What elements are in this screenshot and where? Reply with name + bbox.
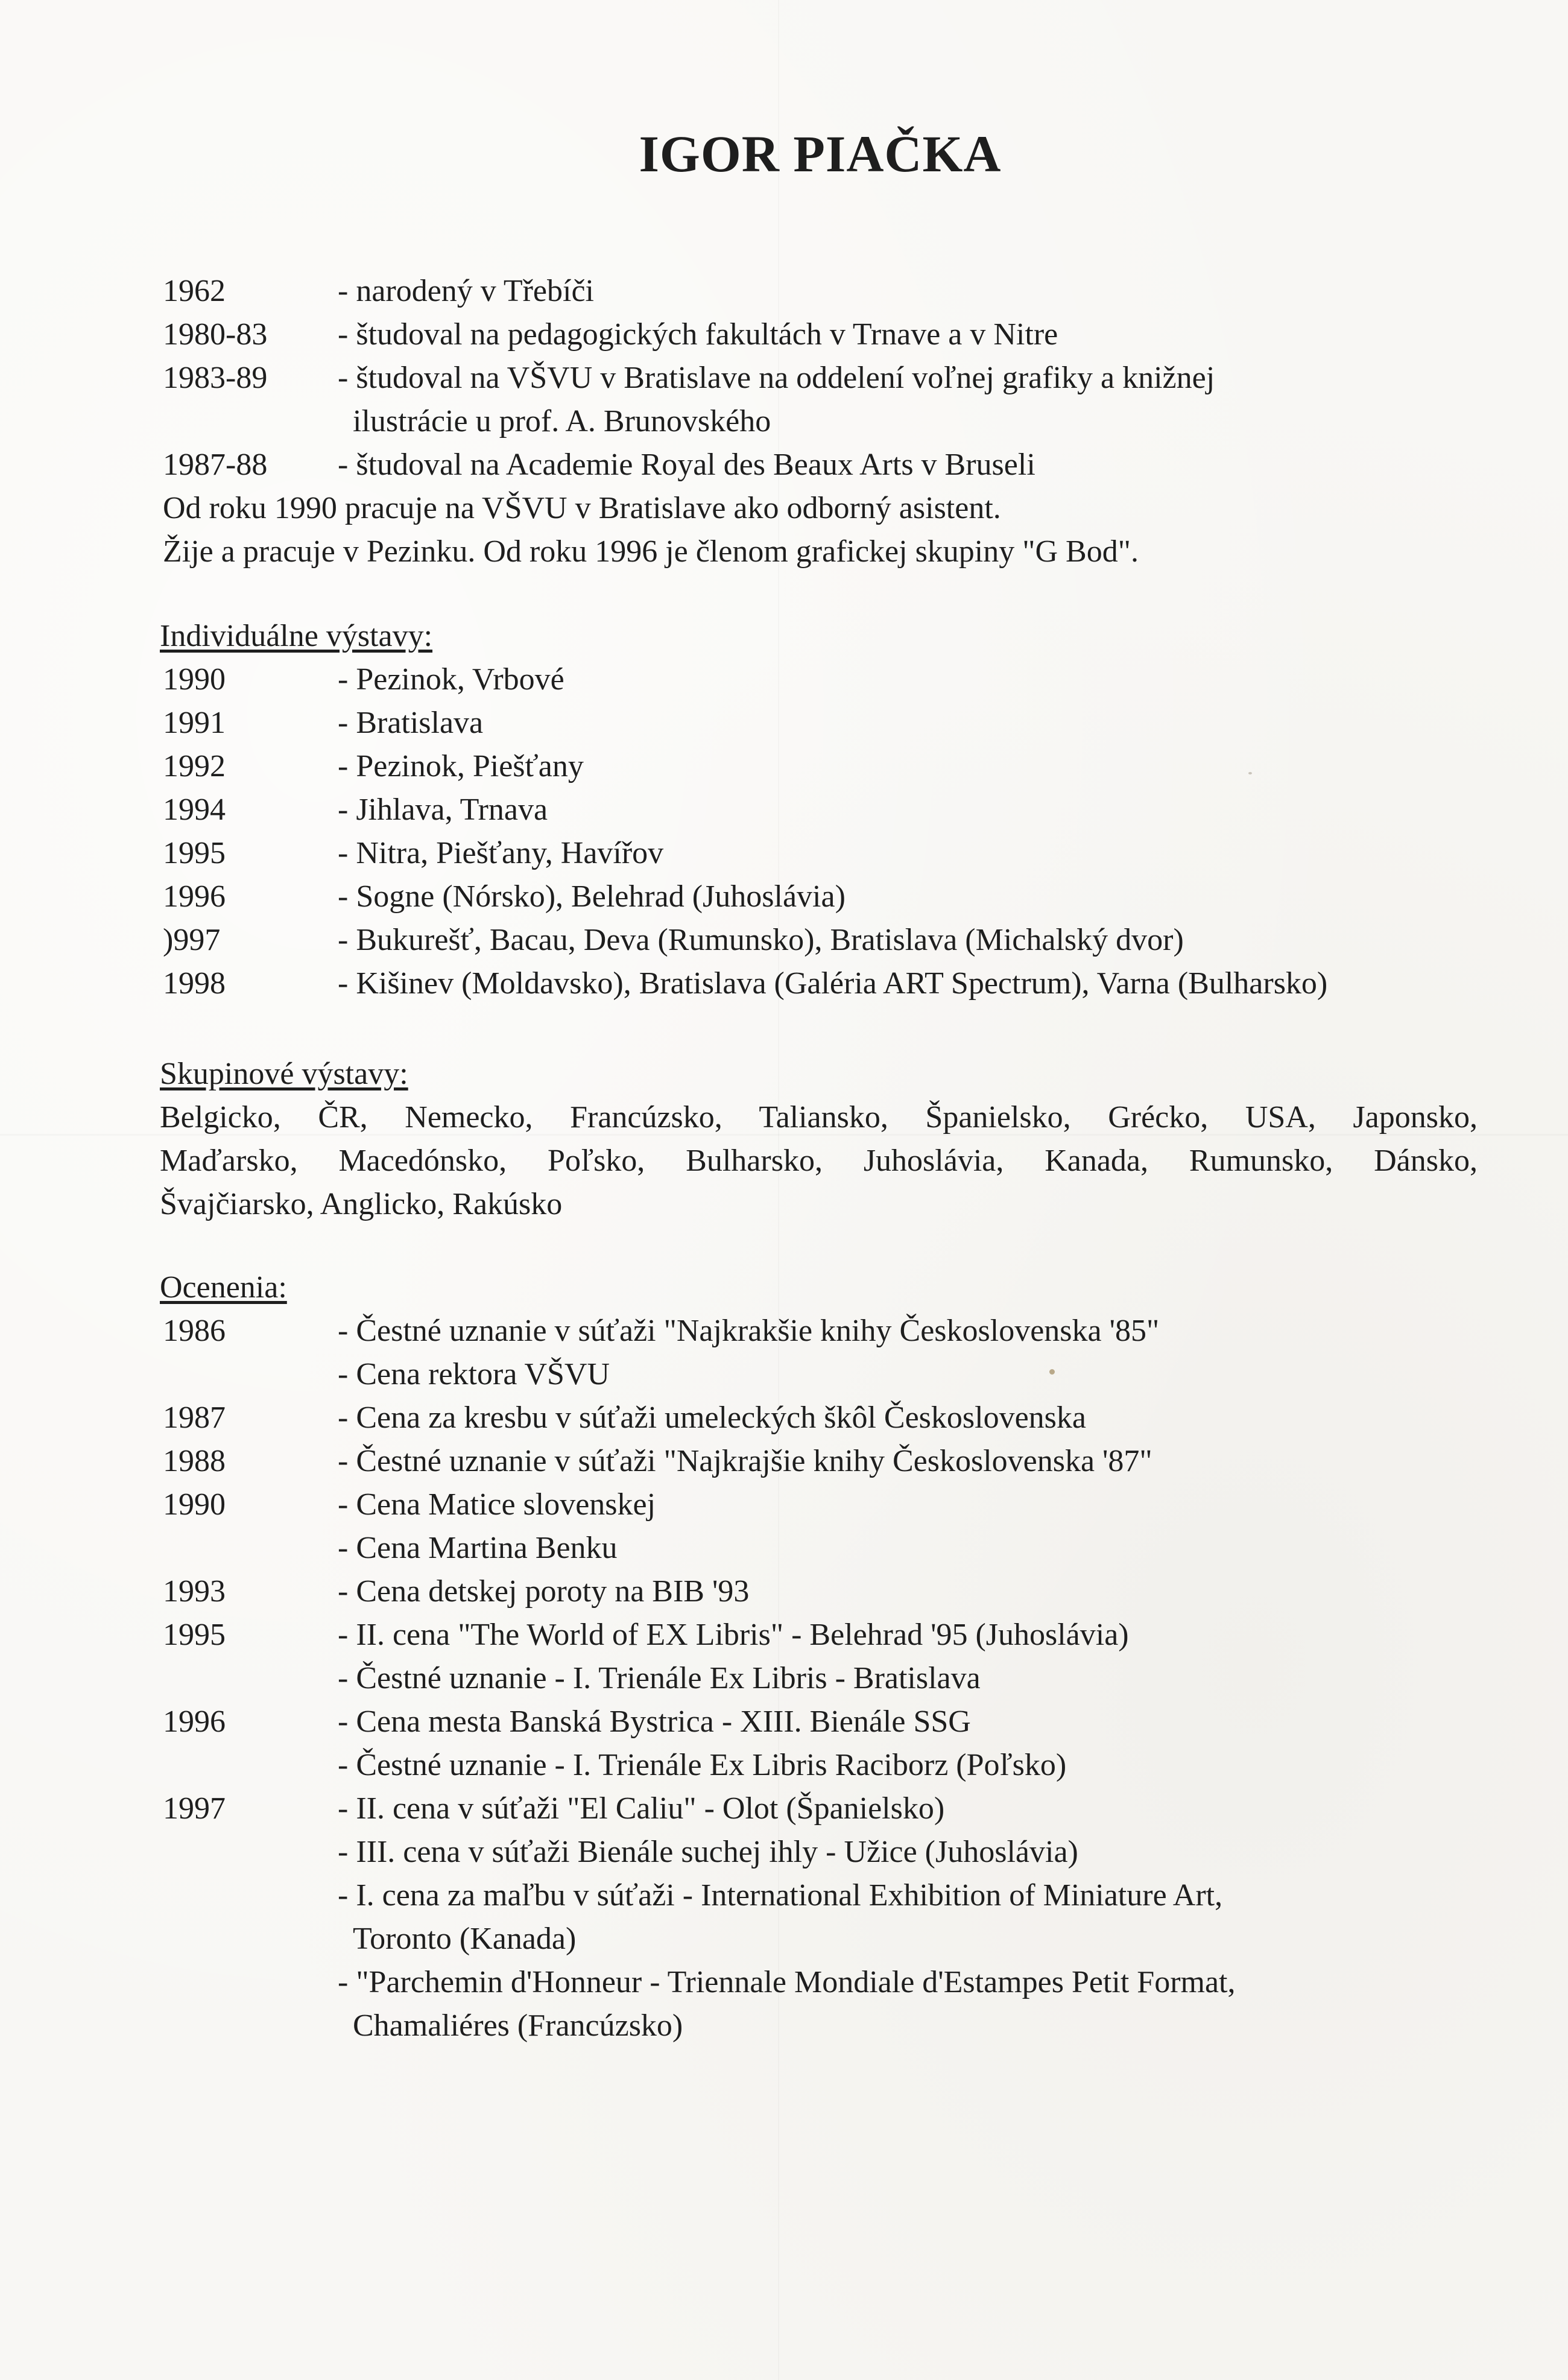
group-exhibitions-heading: Skupinové výstavy: — [160, 1057, 408, 1091]
award-text: - III. cena v súťaži Bienále suchej ihly - Užice (Juhoslávia) — [338, 1835, 1078, 1869]
bio-year: 1962 — [163, 274, 226, 308]
document-title: IGOR PIAČKA — [639, 125, 1002, 183]
exhibition-year: 1996 — [163, 879, 226, 914]
award-text: - II. cena "The World of EX Libris" - Belehrad '95 (Juhoslávia) — [338, 1618, 1129, 1652]
exhibition-year: 1992 — [163, 749, 226, 783]
exhibition-year: 1990 — [163, 662, 226, 697]
award-text: - Cena Matice slovenskej — [338, 1487, 656, 1522]
award-text: - II. cena v súťaži "El Caliu" - Olot (Španielsko) — [338, 1791, 945, 1826]
award-text: - Čestné uznanie v súťaži "Najkrakšie knihy Československa '85" — [338, 1314, 1160, 1348]
award-text: - Cena rektora VŠVU — [338, 1357, 610, 1391]
award-text: Toronto (Kanada) — [353, 1922, 577, 1956]
award-year: 1990 — [163, 1487, 226, 1522]
award-text: - Čestné uznanie - I. Trienále Ex Libris - Bratislava — [338, 1661, 981, 1695]
group-exhibitions-line: Švajčiarsko, Anglicko, Rakúsko — [160, 1187, 563, 1221]
bio-line: Žije a pracuje v Pezinku. Od roku 1996 je členom grafickej skupiny "G Bod". — [163, 534, 1139, 569]
exhibition-year: )997 — [163, 923, 221, 957]
exhibition-text: - Bukurešť, Bacau, Deva (Rumunsko), Bratislava (Michalský dvor) — [338, 923, 1184, 957]
award-year: 1996 — [163, 1704, 226, 1739]
bio-year: 1983-89 — [163, 361, 268, 395]
award-text: - Cena Martina Benku — [338, 1531, 618, 1565]
exhibition-year: 1995 — [163, 836, 226, 870]
exhibition-text: - Nitra, Piešťany, Havířov — [338, 836, 664, 870]
bio-text: - študoval na Academie Royal des Beaux Arts v Bruseli — [338, 448, 1035, 482]
award-text: - Cena mesta Banská Bystrica - XIII. Bienále SSG — [338, 1704, 971, 1739]
group-exhibitions-line: Belgicko, ČR, Nemecko, Francúzsko, Taliansko, Španielsko, Grécko, USA, Japonsko, — [160, 1100, 1478, 1135]
bio-year: 1980-83 — [163, 317, 268, 352]
bio-line: Od roku 1990 pracuje na VŠVU v Bratislave ako odborný asistent. — [163, 491, 1001, 525]
award-text: - Cena za kresbu v súťaži umeleckých škôl Československa — [338, 1400, 1086, 1435]
bio-text: - narodený v Třebíči — [338, 274, 594, 308]
paper-speck — [1248, 772, 1252, 774]
award-year: 1995 — [163, 1618, 226, 1652]
exhibition-text: - Pezinok, Vrbové — [338, 662, 564, 697]
award-year: 1997 — [163, 1791, 226, 1826]
award-text: - Čestné uznanie v súťaži "Najkrajšie knihy Československa '87" — [338, 1444, 1152, 1478]
award-text: - Cena detskej poroty na BIB '93 — [338, 1574, 750, 1609]
exhibition-text: - Pezinok, Piešťany — [338, 749, 584, 783]
exhibition-text: - Sogne (Nórsko), Belehrad (Juhoslávia) — [338, 879, 846, 914]
bio-text: - študoval na pedagogických fakultách v Trnave a v Nitre — [338, 317, 1058, 352]
paper-speck — [1049, 1369, 1055, 1375]
award-text: - Čestné uznanie - I. Trienále Ex Libris Raciborz (Poľsko) — [338, 1748, 1067, 1782]
award-year: 1993 — [163, 1574, 226, 1609]
exhibition-year: 1998 — [163, 966, 226, 1001]
award-text: Chamaliéres (Francúzsko) — [353, 2008, 683, 2043]
award-text: - "Parchemin d'Honneur - Triennale Mondiale d'Estampes Petit Format, — [338, 1965, 1236, 1999]
individual-exhibitions-heading: Individuálne výstavy: — [160, 619, 433, 653]
exhibition-text: - Kišinev (Moldavsko), Bratislava (Galéria ART Spectrum), Varna (Bulharsko) — [338, 966, 1328, 1001]
award-year: 1988 — [163, 1444, 226, 1478]
bio-text: ilustrácie u prof. A. Brunovského — [353, 404, 771, 438]
exhibition-text: - Bratislava — [338, 706, 484, 740]
exhibition-year: 1994 — [163, 793, 226, 827]
group-exhibitions-line: Maďarsko, Macedónsko, Poľsko, Bulharsko, Juhoslávia, Kanada, Rumunsko, Dánsko, — [160, 1144, 1478, 1178]
award-year: 1987 — [163, 1400, 226, 1435]
award-text: - I. cena za maľbu v súťaži - International Exhibition of Miniature Art, — [338, 1878, 1223, 1913]
exhibition-year: 1991 — [163, 706, 226, 740]
bio-text: - študoval na VŠVU v Bratislave na oddelení voľnej grafiky a knižnej — [338, 361, 1215, 395]
award-year: 1986 — [163, 1314, 226, 1348]
bio-year: 1987-88 — [163, 448, 268, 482]
exhibition-text: - Jihlava, Trnava — [338, 793, 548, 827]
awards-heading: Ocenenia: — [160, 1270, 287, 1305]
